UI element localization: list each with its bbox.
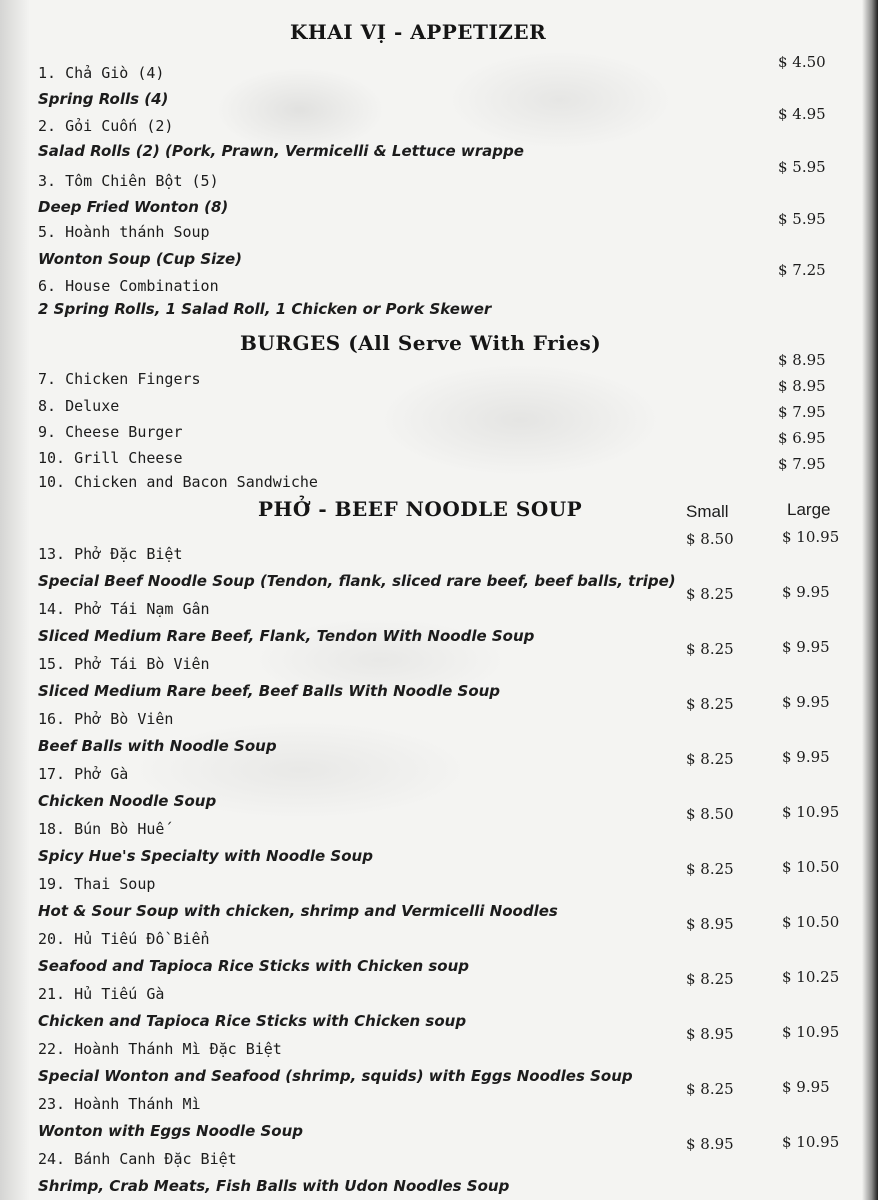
pho-item-9-name: 21. Hủ Tiếu Gà bbox=[38, 985, 165, 1003]
pho-item-2-price-large: $ 9.95 bbox=[782, 583, 830, 601]
burgers-item-2-price: $ 8.95 bbox=[778, 377, 826, 395]
burgers-item-5-price: $ 7.95 bbox=[778, 455, 826, 473]
pho-item-12-price-small: $ 8.95 bbox=[686, 1135, 734, 1153]
pho-item-4-desc: Beef Balls with Noodle Soup bbox=[38, 737, 277, 755]
pho-title: PHỞ - BEEF NOODLE SOUP bbox=[258, 497, 583, 521]
pho-item-12-desc: Shrimp, Crab Meats, Fish Balls with Udon Noodles Soup bbox=[38, 1177, 510, 1195]
pho-item-11-price-small: $ 8.25 bbox=[686, 1080, 734, 1098]
pho-item-7-desc: Hot & Sour Soup with chicken, shrimp and Vermicelli Noodles bbox=[38, 902, 558, 920]
pho-item-2-price-small: $ 8.25 bbox=[686, 585, 734, 603]
appetizer-title: KHAI VỊ - APPETIZER bbox=[290, 20, 547, 44]
pho-item-12-name: 24. Bánh Canh Đặc Biệt bbox=[38, 1150, 237, 1168]
appetizer-item-5-name: 6. House Combination bbox=[38, 277, 219, 295]
pho-item-11-desc: Wonton with Eggs Noodle Soup bbox=[38, 1122, 303, 1140]
pho-item-3-price-large: $ 9.95 bbox=[782, 638, 830, 656]
appetizer-item-4-name: 5. Hoành thánh Soup bbox=[38, 223, 210, 241]
appetizer-item-5-price: $ 7.25 bbox=[778, 261, 826, 279]
pho-item-5-name: 17. Phở Gà bbox=[38, 765, 129, 783]
pho-item-4-price-large: $ 9.95 bbox=[782, 693, 830, 711]
burgers-item-3-name: 9. Cheese Burger bbox=[38, 423, 183, 441]
pho-item-5-desc: Chicken Noodle Soup bbox=[38, 792, 217, 810]
appetizer-item-1-desc: Spring Rolls (4) bbox=[38, 90, 169, 108]
pho-item-7-price-small: $ 8.25 bbox=[686, 860, 734, 878]
pho-item-8-name: 20. Hủ Tiếu Đồ Biển bbox=[38, 930, 210, 948]
pho-item-12-price-large: $ 10.95 bbox=[782, 1133, 840, 1151]
pho-item-3-name: 15. Phở Tái Bò Viên bbox=[38, 655, 210, 673]
pho-item-9-price-small: $ 8.25 bbox=[686, 970, 734, 988]
burgers-item-1-price: $ 8.95 bbox=[778, 351, 826, 369]
appetizer-item-4-desc: Wonton Soup (Cup Size) bbox=[38, 250, 243, 268]
pho-item-7-name: 19. Thai Soup bbox=[38, 875, 156, 893]
pho-col-large: Large bbox=[787, 500, 831, 519]
pho-item-4-name: 16. Phở Bò Viên bbox=[38, 710, 174, 728]
appetizer-item-3-price: $ 5.95 bbox=[778, 158, 826, 176]
pho-item-1-desc: Special Beef Noodle Soup (Tendon, flank, sliced rare beef, beef balls, tripe) bbox=[38, 572, 676, 590]
pho-item-10-desc: Special Wonton and Seafood (shrimp, squids) with Eggs Noodles Soup bbox=[38, 1067, 633, 1085]
pho-item-6-name: 18. Bún Bò Huế bbox=[38, 820, 165, 838]
pho-item-11-name: 23. Hoành Thánh Mì bbox=[38, 1095, 201, 1113]
burgers-item-4-price: $ 6.95 bbox=[778, 429, 826, 447]
appetizer-item-3-name: 3. Tôm Chiên Bột (5) bbox=[38, 172, 219, 190]
burgers-item-2-name: 8. Deluxe bbox=[38, 397, 120, 415]
pho-item-10-price-small: $ 8.95 bbox=[686, 1025, 734, 1043]
pho-item-1-name: 13. Phở Đặc Biệt bbox=[38, 545, 183, 563]
appetizer-item-2-name: 2. Gỏi Cuốn (2) bbox=[38, 117, 174, 135]
pho-item-9-desc: Chicken and Tapioca Rice Sticks with Chicken soup bbox=[38, 1012, 467, 1030]
pho-item-2-desc: Sliced Medium Rare Beef, Flank, Tendon With Noodle Soup bbox=[38, 627, 535, 645]
appetizer-item-1-name: 1. Chả Giò (4) bbox=[38, 64, 165, 82]
appetizer-item-4-price: $ 5.95 bbox=[778, 210, 826, 228]
pho-item-8-price-large: $ 10.50 bbox=[782, 913, 840, 931]
pho-item-9-price-large: $ 10.25 bbox=[782, 968, 840, 986]
burgers-item-4-name: 10. Grill Cheese bbox=[38, 449, 183, 467]
pho-item-4-price-small: $ 8.25 bbox=[686, 695, 734, 713]
pho-item-6-desc: Spicy Hue's Specialty with Noodle Soup bbox=[38, 847, 373, 865]
pho-item-6-price-small: $ 8.50 bbox=[686, 805, 734, 823]
appetizer-item-2-desc: Salad Rolls (2) (Pork, Prawn, Vermicelli & Lettuce wrappe bbox=[38, 142, 524, 160]
pho-item-1-price-large: $ 10.95 bbox=[782, 528, 840, 546]
pho-item-1-price-small: $ 8.50 bbox=[686, 530, 734, 548]
pho-item-10-price-large: $ 10.95 bbox=[782, 1023, 840, 1041]
pho-item-5-price-small: $ 8.25 bbox=[686, 750, 734, 768]
pho-item-6-price-large: $ 10.95 bbox=[782, 803, 840, 821]
pho-item-2-name: 14. Phở Tái Nạm Gân bbox=[38, 600, 210, 618]
appetizer-item-1-price: $ 4.50 bbox=[778, 53, 826, 71]
pho-item-3-price-small: $ 8.25 bbox=[686, 640, 734, 658]
burgers-title: BURGES (All Serve With Fries) bbox=[240, 331, 602, 355]
pho-item-5-price-large: $ 9.95 bbox=[782, 748, 830, 766]
appetizer-item-2-price: $ 4.95 bbox=[778, 105, 826, 123]
appetizer-item-3-desc: Deep Fried Wonton (8) bbox=[38, 198, 229, 216]
pho-item-3-desc: Sliced Medium Rare beef, Beef Balls With Noodle Soup bbox=[38, 682, 501, 700]
pho-item-8-desc: Seafood and Tapioca Rice Sticks with Chicken soup bbox=[38, 957, 470, 975]
pho-item-8-price-small: $ 8.95 bbox=[686, 915, 734, 933]
pho-item-10-name: 22. Hoành Thánh Mì Đặc Biệt bbox=[38, 1040, 282, 1058]
pho-item-7-price-large: $ 10.50 bbox=[782, 858, 840, 876]
burgers-item-3-price: $ 7.95 bbox=[778, 403, 826, 421]
burgers-item-5-name: 10. Chicken and Bacon Sandwiche bbox=[38, 473, 318, 491]
pho-item-11-price-large: $ 9.95 bbox=[782, 1078, 830, 1096]
appetizer-item-5-desc: 2 Spring Rolls, 1 Salad Roll, 1 Chicken or Pork Skewer bbox=[38, 300, 492, 318]
page-edge-shadow bbox=[862, 0, 878, 1200]
burgers-item-1-name: 7. Chicken Fingers bbox=[38, 370, 201, 388]
pho-col-small: Small bbox=[686, 502, 729, 521]
